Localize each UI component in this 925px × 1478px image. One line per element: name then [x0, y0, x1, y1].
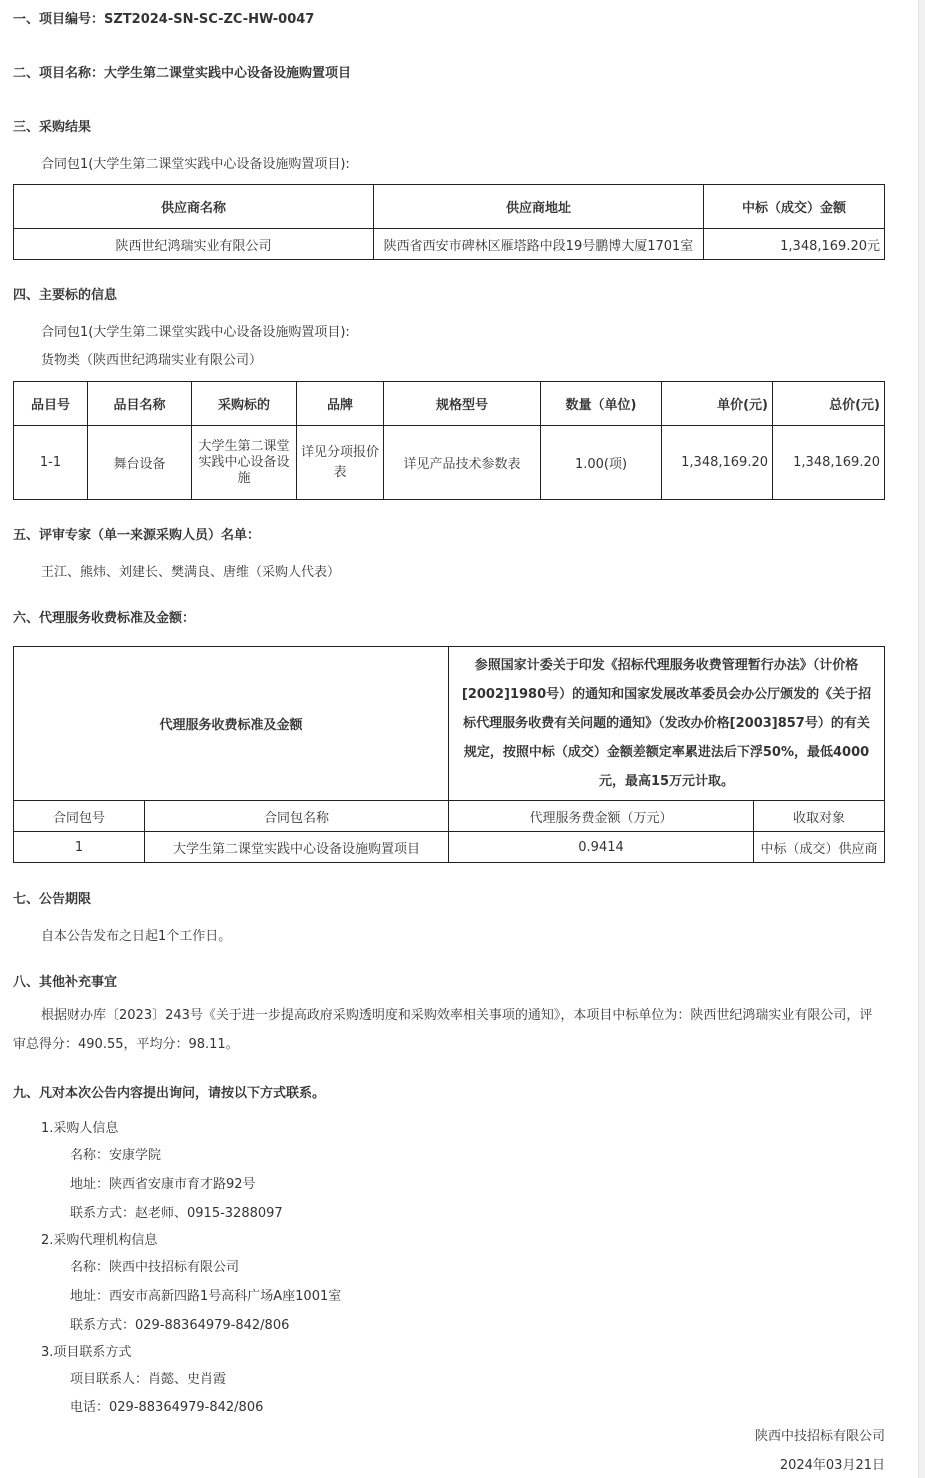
vertical-scrollbar[interactable] — [918, 0, 925, 1478]
purchaser-address: 地址：陕西省安康市育才路92号 — [70, 1177, 256, 1192]
agency-address: 地址：西安市高新四路1号高科广场A座1001室 — [70, 1289, 342, 1304]
section-project-name: 二、项目名称：大学生第二课堂实践中心设备设施购置项目 — [13, 66, 352, 81]
supplier-address: 陕西省西安市碑林区雁塔路中段19号鹏博大厦1701室 — [374, 229, 704, 260]
section-main-info: 四、主要标的信息 — [13, 288, 118, 303]
result-package-label: 合同包1(大学生第二课堂实践中心设备设施购置项目): — [41, 157, 350, 172]
result-table — [13, 184, 885, 260]
items-table — [13, 381, 885, 500]
result-table-header — [14, 185, 885, 229]
fee-standard-label: 代理服务收费标准及金额 — [14, 647, 449, 801]
fee-amount: 0.9414 — [449, 832, 754, 863]
section-procurement-result: 三、采购结果 — [13, 120, 92, 135]
header-total-price: 总价(元) — [773, 382, 885, 426]
section-agency-fee: 六、代理服务收费标准及金额： — [13, 611, 196, 626]
fee-standard-row — [14, 647, 885, 801]
header-supplier-address: 供应商地址 — [374, 185, 704, 229]
section-experts: 五、评审专家（单一来源采购人员）名单： — [13, 528, 261, 543]
header-award-amount: 中标（成交）金额 — [704, 185, 885, 229]
package-number: 1 — [14, 832, 145, 863]
fee-table-header — [14, 801, 885, 832]
header-quantity: 数量（单位) — [541, 382, 662, 426]
purchaser-name: 名称：安康学院 — [70, 1148, 162, 1163]
supplier-name: 陕西世纪鸿瑞实业有限公司 — [14, 229, 374, 260]
section-contact: 九、凡对本次公告内容提出询问，请按以下方式联系。 — [13, 1086, 326, 1101]
header-package-name: 合同包名称 — [145, 801, 449, 832]
header-unit-price: 单价(元) — [662, 382, 773, 426]
header-spec: 规格型号 — [384, 382, 541, 426]
brand: 详见分项报价表 — [297, 426, 384, 500]
table-row — [14, 426, 885, 500]
supplementary-text: 根据财办库〔2023〕243号《关于进一步提高政府采购透明度和采购效率相关事项的通知》，本项目中标单位为：陕西世纪鸿瑞实业有限公司，评审总得分：490.55，平均分：98.11。 — [13, 1008, 873, 1052]
package-name: 大学生第二课堂实践中心设备设施购置项目 — [145, 832, 449, 863]
total-price: 1,348,169.20 — [773, 426, 885, 500]
announcement-period: 自本公告发布之日起1个工作日。 — [41, 929, 232, 944]
procurement-subject: 大学生第二课堂实践中心设备设施 — [192, 426, 297, 500]
section-project-number: 一、项目编号：SZT2024-SN-SC-ZC-HW-0047 — [13, 12, 315, 27]
header-fee-payer: 收取对象 — [754, 801, 885, 832]
section-announcement-period: 七、公告期限 — [13, 892, 92, 907]
section-supplementary: 八、其他补充事宜 — [13, 975, 118, 990]
award-amount: 1,348,169.20元 — [704, 229, 885, 260]
main-info-category: 货物类（陕西世纪鸿瑞实业有限公司） — [41, 353, 263, 368]
item-number: 1-1 — [14, 426, 88, 500]
header-supplier-name: 供应商名称 — [14, 185, 374, 229]
header-fee-amount: 代理服务费金额（万元） — [449, 801, 754, 832]
header-brand: 品牌 — [297, 382, 384, 426]
fee-table — [13, 646, 885, 863]
agency-phone: 联系方式：029-88364979-842/806 — [70, 1318, 290, 1333]
agency-name: 名称：陕西中技招标有限公司 — [70, 1260, 240, 1275]
main-info-package-label: 合同包1(大学生第二课堂实践中心设备设施购置项目): — [41, 325, 350, 340]
project-contact-phone: 电话：029-88364979-842/806 — [70, 1400, 264, 1415]
header-procurement-subject: 采购标的 — [192, 382, 297, 426]
fee-payer: 中标（成交）供应商 — [754, 832, 885, 863]
item-name: 舞台设备 — [88, 426, 192, 500]
header-item-name: 品目名称 — [88, 382, 192, 426]
signature-org: 陕西中技招标有限公司 — [754, 1429, 885, 1444]
items-table-header — [14, 382, 885, 426]
table-row — [14, 229, 885, 260]
spec: 详见产品技术参数表 — [384, 426, 541, 500]
table-row — [14, 832, 885, 863]
project-contact-title: 3.项目联系方式 — [41, 1345, 132, 1360]
signature-date: 2024年03月21日 — [779, 1458, 885, 1473]
agency-title: 2.采购代理机构信息 — [41, 1233, 158, 1248]
header-package-number: 合同包号 — [14, 801, 145, 832]
project-contact-person: 项目联系人：肖懿、史肖霞 — [70, 1372, 227, 1387]
fee-standard-description: 参照国家计委关于印发《招标代理服务收费管理暂行办法》（计价格[2002]1980号）的通知和国家发展改革委员会办公厅颁发的《关于招标代理服务收费有关问题的通知》（发改办价格[2003]857号）的有关规定，按照中标（成交）金额差额定率累进法后下浮50%，最低4000元，最高15万元计取。 — [449, 647, 885, 801]
unit-price: 1,348,169.20 — [662, 426, 773, 500]
experts-list: 王江、熊炜、刘建长、樊满良、唐维（采购人代表） — [41, 565, 341, 580]
quantity: 1.00(项) — [541, 426, 662, 500]
purchaser-title: 1.采购人信息 — [41, 1121, 119, 1136]
header-item-number: 品目号 — [14, 382, 88, 426]
purchaser-phone: 联系方式：赵老师、0915-3288097 — [70, 1206, 283, 1221]
